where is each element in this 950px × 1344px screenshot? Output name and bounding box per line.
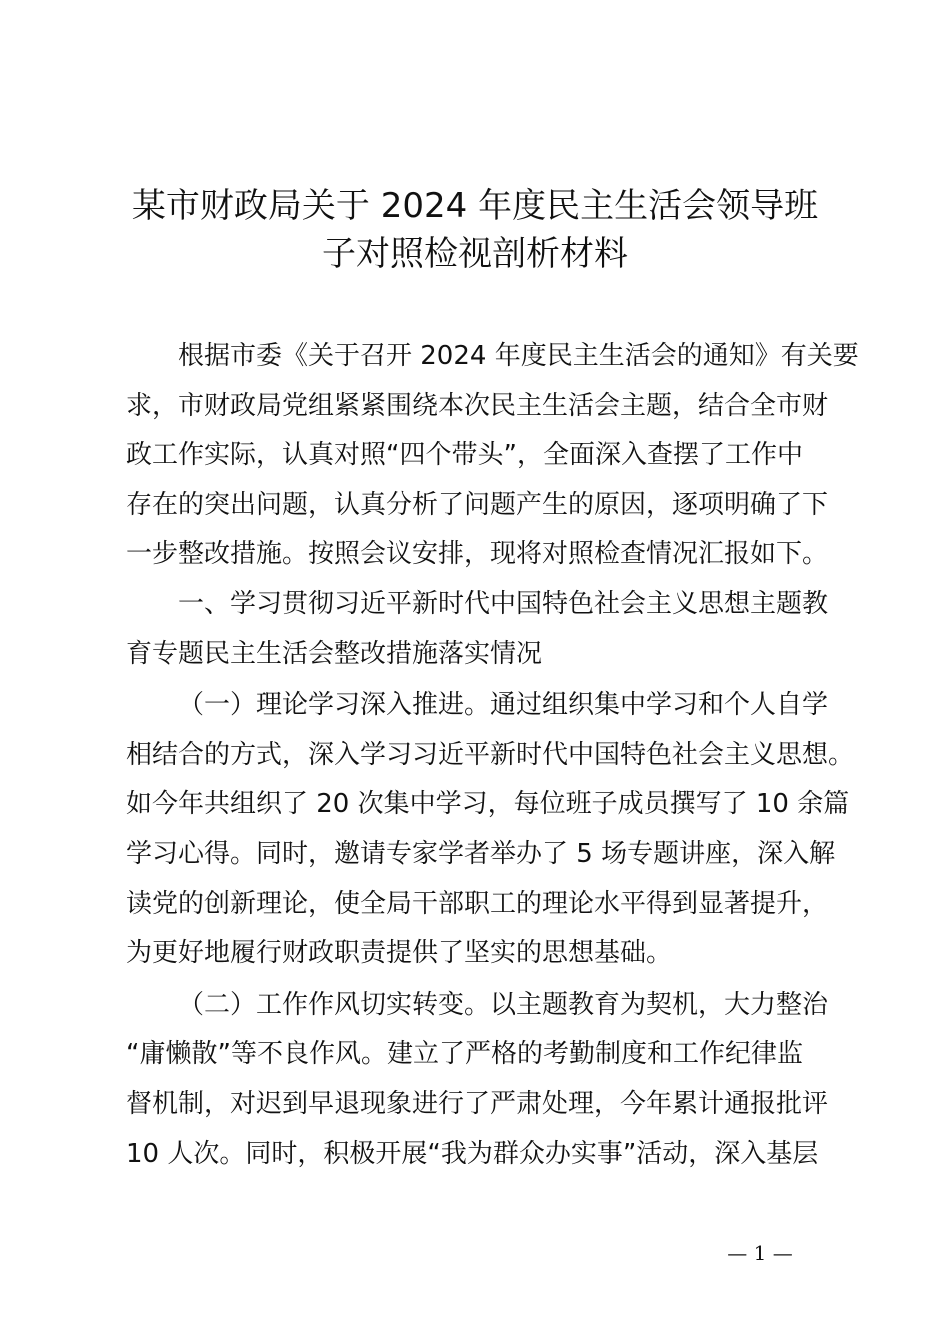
intro-paragraph — [126, 332, 859, 580]
text-line: 求，市财政局党组紧紧围绕本次民主生活会主题，结合全市财 — [126, 390, 829, 421]
text-line: 读党的创新理论，使全局干部职工的理论水平得到显著提升， — [126, 888, 829, 919]
text-line: 为更好地履行财政职责提供了坚实的思想基础。 — [126, 938, 673, 969]
text-line: 育专题民主生活会整改措施落实情况 — [126, 638, 543, 669]
section-heading-1 — [126, 580, 836, 679]
text-line: 学习心得。同时，邀请专家学者举办了 5 场专题讲座，深入解 — [126, 838, 836, 869]
text-line: 督机制，对迟到早退现象进行了严肃处理，今年累计通报批评 — [126, 1088, 829, 1119]
text-line: 一、学习贯彻习近平新时代中国特色社会主义思想主题教 — [178, 588, 829, 619]
text-line: 10 人次。同时，积极开展“我为群众办实事”活动，深入基层 — [126, 1138, 819, 1169]
title-line: 子对照检视剖析材料 — [322, 234, 628, 274]
subsection-paragraph-1 — [126, 681, 855, 979]
text-line: （一）理论学习深入推进。通过组织集中学习和个人自学 — [178, 690, 829, 721]
text-line: 相结合的方式，深入学习习近平新时代中国特色社会主义思想。 — [126, 739, 855, 770]
text-line: 如今年共组织了 20 次集中学习，每位班子成员撰写了 10 余篇 — [126, 789, 850, 820]
text-line: 政工作实际，认真对照“四个带头”，全面深入查摆了工作中 — [126, 440, 803, 471]
text-line: “庸懒散”等不良作风。建立了严格的考勤制度和工作纪律监 — [126, 1039, 803, 1070]
text-line: 一步整改措施。按照会议安排，现将对照检查情况汇报如下。 — [126, 539, 829, 570]
document-body — [126, 332, 859, 1179]
text-line: （二）工作作风切实转变。以主题教育为契机，大力整治 — [178, 989, 829, 1020]
subsection-paragraph-2 — [126, 981, 836, 1179]
page-number: — 1 — — [727, 1241, 793, 1265]
text-line: 存在的突出问题，认真分析了问题产生的原因，逐项明确了下 — [126, 489, 829, 520]
text-line: 根据市委《关于召开 2024 年度民主生活会的通知》有关要 — [178, 341, 859, 371]
title-line: 某市财政局关于 2024 年度民主生活会领导班 — [131, 186, 819, 226]
document-title — [100, 182, 850, 278]
